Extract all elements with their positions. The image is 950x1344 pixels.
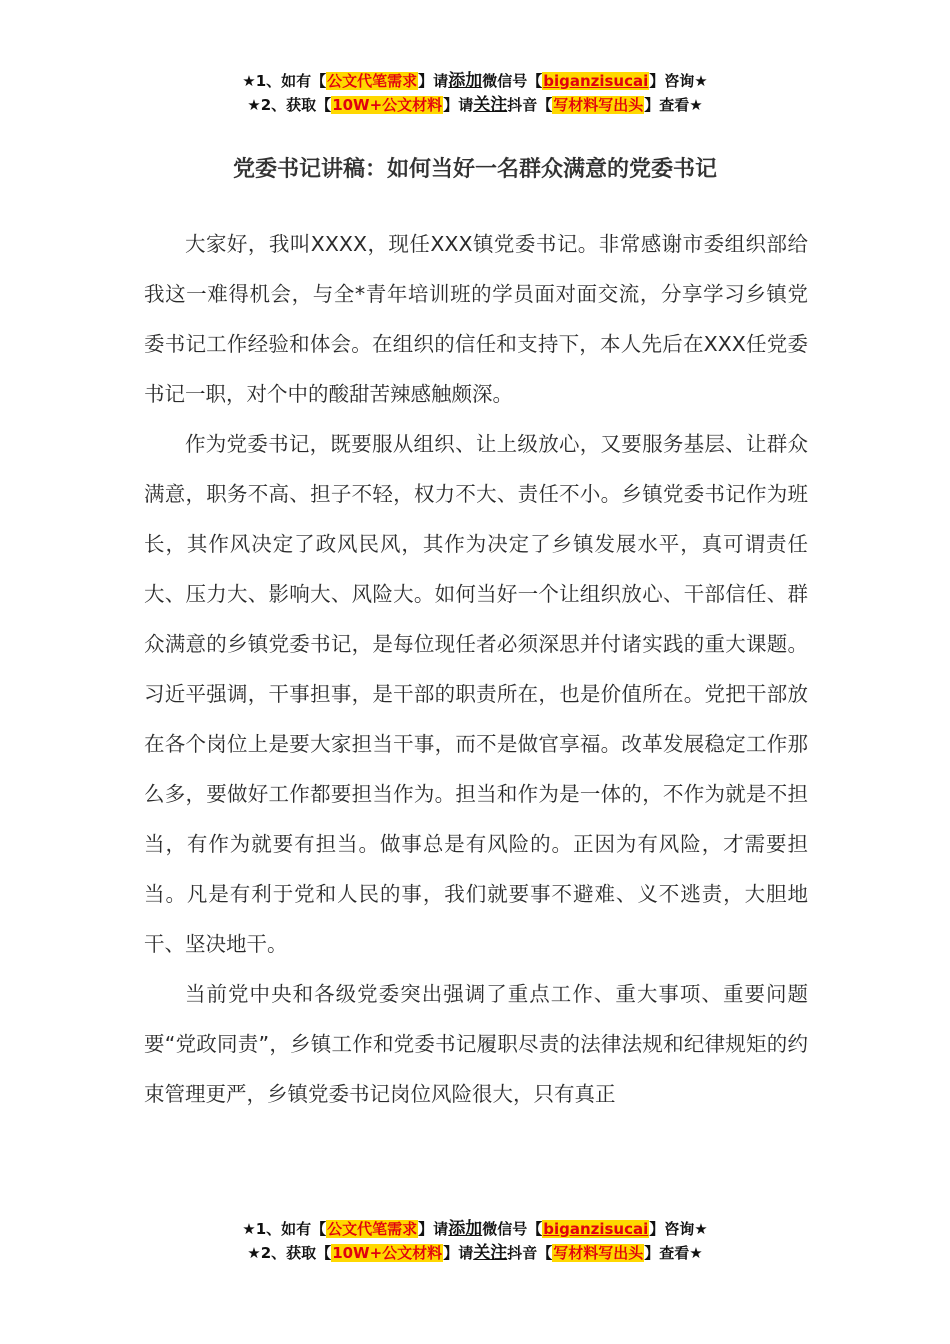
douyin-account: 写材料写出头 [553,1244,644,1262]
banner-line-2: ★2、获取【10W+公文材料】请关注抖音【写材料写出头】查看★ [247,95,703,115]
highlight-materials: 10W+公文材料 [332,96,443,114]
paragraph: 作为党委书记，既要服从组织、让上级放心，又要服务基层、让群众满意，职务不高、担子不轻，权力不大、责任不小。乡镇党委书记作为班长，其作风决定了政风民风，其作为决定了乡镇发展水平，真可谓责任大、压力大、影响大、风险大。如何当好一个让组织放心、干部信任、群众满意的乡镇党委书记，是每位现任者必须深思并付诸实践的重大课题。习近平强调，干事担事，是干部的职责所在，也是价值所在。党把干部放在各个岗位上是要大家担当干事，而不是做官享福。改革发展稳定工作那么多，要做好工作都要担当作为。担当和作为是一体的，不作为就是不担当，有作为就要有担当。做事总是有风险的。正因为有风险，才需要担当。凡是有利于党和人民的事，我们就要事不避难、义不逃责，大胆地干、坚决地干。 [144,432,808,956]
banner-line-1: ★1、如有【公文代笔需求】请添加微信号【biganzisucai】咨询★ [242,1219,708,1239]
header-banner [0,69,950,117]
highlight-materials: 10W+公文材料 [332,1244,443,1262]
document-title: 党委书记讲稿：如何当好一名群众满意的党委书记 [232,157,717,182]
document-body [144,219,808,1119]
paragraph: 当前党中央和各级党委突出强调了重点工作、重大事项、重要问题要“党政同责”，乡镇工作和党委书记履职尽责的法律法规和纪律规矩的约束管理更严，乡镇党委书记岗位风险很大，只有真正 [144,982,808,1106]
wechat-id: biganzisucai [543,72,649,90]
paragraph: 大家好，我叫XXXX，现任XXX镇党委书记。非常感谢市委组织部给我这一难得机会，与全*青年培训班的学员面对面交流，分享学习乡镇党委书记工作经验和体会。在组织的信任和支持下，本人先后在XXX任党委书记一职，对个中的酸甜苦辣感触颇深。 [144,232,808,406]
wechat-id: biganzisucai [543,1220,649,1238]
highlight-service: 公文代笔需求 [327,1220,418,1238]
highlight-service: 公文代笔需求 [327,72,418,90]
banner-line-2: ★2、获取【10W+公文材料】请关注抖音【写材料写出头】查看★ [247,1243,703,1263]
banner-line-1: ★1、如有【公文代笔需求】请添加微信号【biganzisucai】咨询★ [242,71,708,91]
footer-banner [0,1217,950,1265]
douyin-account: 写材料写出头 [553,96,644,114]
